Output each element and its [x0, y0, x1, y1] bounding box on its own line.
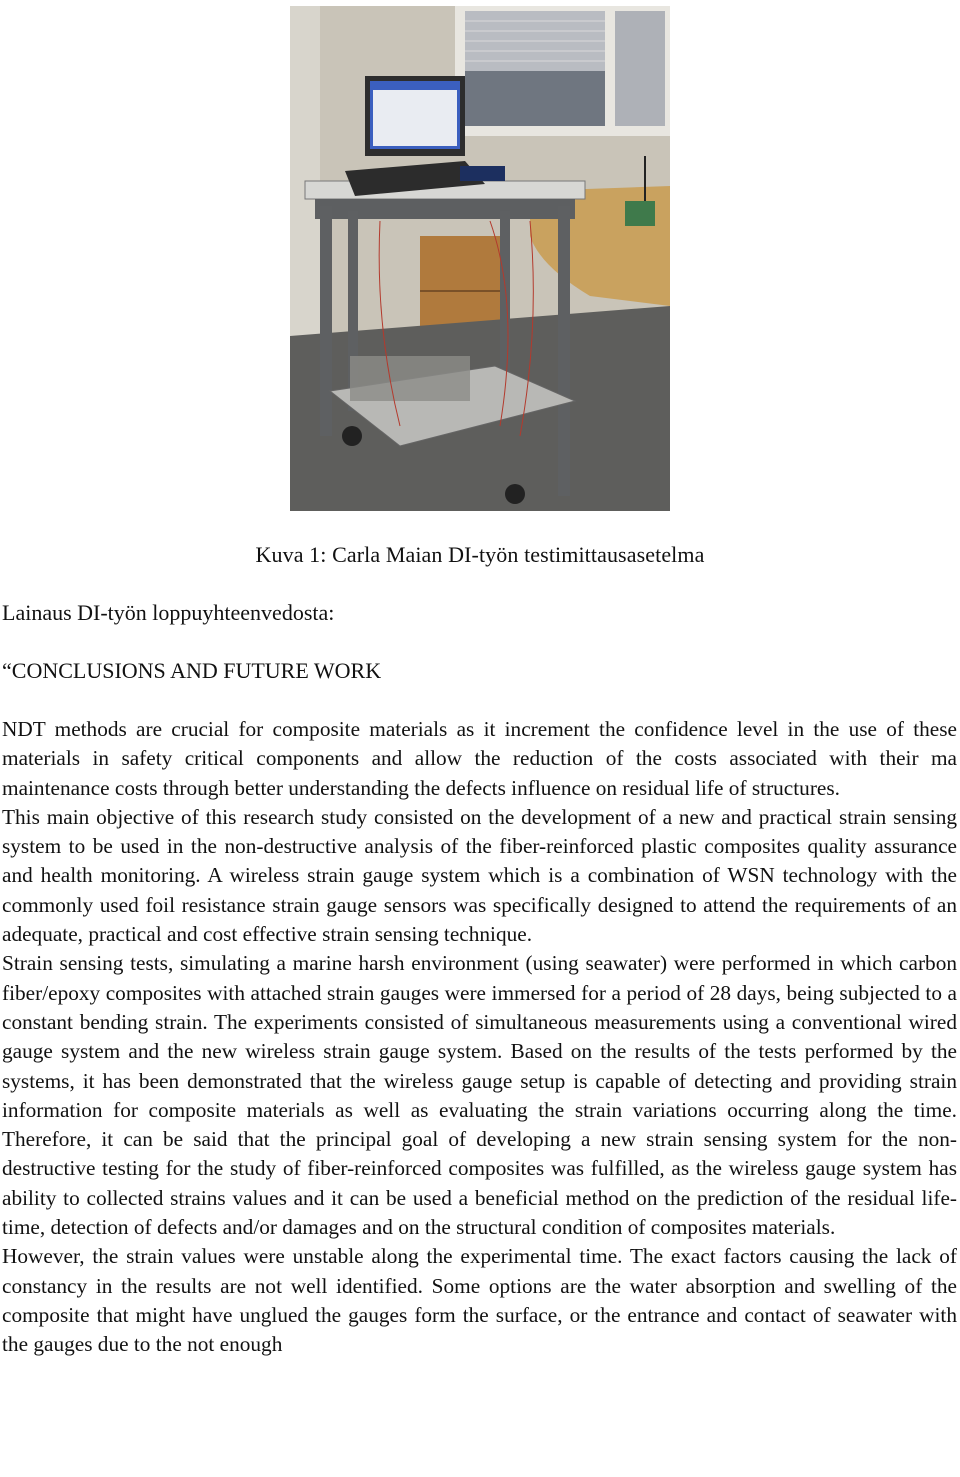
- paragraph: NDT methods are crucial for composite materials as it increment the confidence level in the use of these materials in safety critical components and allow the reduction of the costs associated with their ma maintenance costs through better understanding the defects influence on residual life of structures.: [2, 717, 957, 800]
- paragraph: This main objective of this research study consisted on the development of a new and practical strain sensing system to be used in the non-destructive analysis of the fiber-reinforced plastic composites quality assurance and health monitoring. A wireless strain gauge system which is a combination of WSN technology with the commonly used foil resistance strain gauge sensors was specifically designed to attend the requirements of an adequate, practical and cost effective strain sensing technique.: [2, 804, 957, 947]
- section-heading: “CONCLUSIONS AND FUTURE WORK: [2, 658, 382, 683]
- body-text: [2, 715, 957, 1360]
- paragraph: Strain sensing tests, simulating a marine harsh environment (using seawater) were performed in which carbon fiber/epoxy composites with attached strain gauges were immersed for a period of 28 days, being subjected to a constant bending strain. The experiments consisted of simultaneous measurements using a conventional wired gauge system and the new wireless strain gauge system. Based on the results of the tests performed by the systems, it has been demonstrated that the wireless gauge setup is capable of detecting and providing strain information for composite materials as well as evaluating the strain variations occurring along the time. Therefore, it can be said that the principal goal of developing a new strain sensing system for the non-destructive testing for the study of fiber-reinforced composites was fulfilled, as the wireless gauge system has ability to collected strains values and it can be used a beneficial method on the prediction of the residual life-time, detection of defects and/or damages and on the structural condition of composites materials.: [2, 951, 957, 1240]
- quote-intro: Lainaus DI-työn loppuyhteenvedosta:: [2, 600, 335, 625]
- figure-caption: Kuva 1: Carla Maian DI-työn testimittausasetelma: [255, 542, 705, 567]
- paragraph: However, the strain values were unstable along the experimental time. The exact factors causing the lack of constancy in the results are not well identified. Some options are the water absorption and swelling of the composite that might have unglued the gauges form the surface, or the entrance and contact of seawater with the gauges due to the not enough: [2, 1244, 957, 1357]
- test-setup-illustration: [290, 6, 670, 511]
- test-setup-photo: [290, 6, 670, 511]
